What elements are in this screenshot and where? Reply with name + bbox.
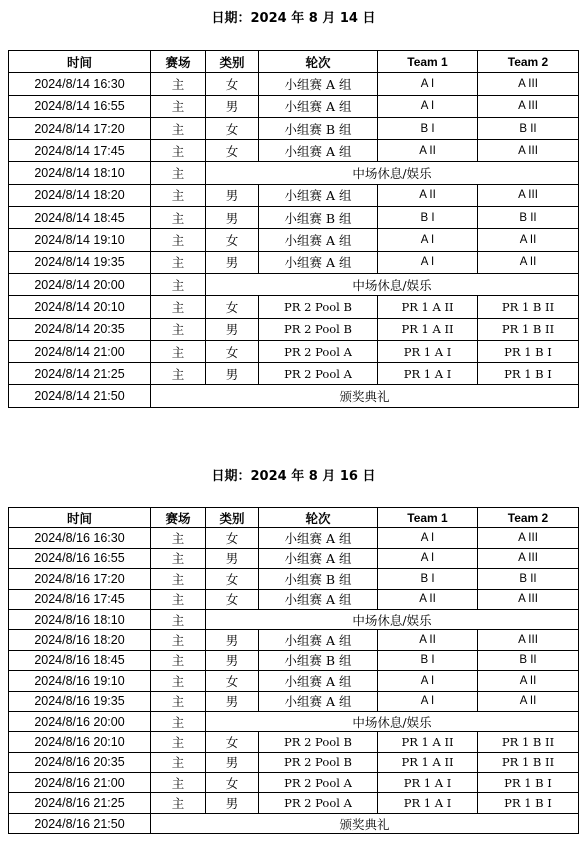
time-cell: 2024/8/16 17:45 xyxy=(9,589,151,609)
team1-cell: B I xyxy=(378,207,478,229)
table-row xyxy=(9,589,579,609)
break-cell: 中场休息/娱乐 xyxy=(206,273,579,295)
round-cell: 小组赛 A 组 xyxy=(259,528,378,548)
team1-cell: A II xyxy=(378,140,478,162)
time-cell: 2024/8/14 16:30 xyxy=(9,73,151,95)
time-cell: 2024/8/14 21:00 xyxy=(9,340,151,362)
team1-cell: A I xyxy=(378,229,478,251)
round-cell: 小组赛 A 组 xyxy=(259,184,378,206)
venue-cell: 主 xyxy=(151,630,206,650)
category-cell: 男 xyxy=(206,95,259,117)
venue-cell: 主 xyxy=(151,318,206,340)
table-row xyxy=(9,296,579,318)
team1-cell: A I xyxy=(378,671,478,691)
table-row xyxy=(9,273,579,295)
team2-cell: A III xyxy=(478,528,579,548)
category-cell: 女 xyxy=(206,569,259,589)
round-cell: 小组赛 A 组 xyxy=(259,671,378,691)
venue-cell: 主 xyxy=(151,140,206,162)
time-cell: 2024/8/16 18:20 xyxy=(9,630,151,650)
category-cell: 女 xyxy=(206,296,259,318)
time-cell: 2024/8/14 18:45 xyxy=(9,207,151,229)
category-cell: 男 xyxy=(206,630,259,650)
time-cell: 2024/8/16 18:10 xyxy=(9,609,151,629)
header-round: 轮次 xyxy=(259,508,378,528)
table-row xyxy=(9,318,579,340)
date-title: 日期：2024 年 8 月 14 日 xyxy=(211,11,376,26)
category-cell: 女 xyxy=(206,671,259,691)
table-row xyxy=(9,548,579,568)
category-cell: 男 xyxy=(206,793,259,813)
team1-cell: B I xyxy=(378,117,478,139)
category-cell: 女 xyxy=(206,117,259,139)
venue-cell: 主 xyxy=(151,273,206,295)
team2-cell: B II xyxy=(478,650,579,670)
time-cell: 2024/8/14 21:50 xyxy=(9,385,151,407)
table-row xyxy=(9,569,579,589)
round-cell: 小组赛 A 组 xyxy=(259,95,378,117)
venue-cell: 主 xyxy=(151,73,206,95)
schedule-table xyxy=(8,507,579,834)
table-row xyxy=(9,711,579,731)
time-cell: 2024/8/16 19:35 xyxy=(9,691,151,711)
team1-cell: A I xyxy=(378,251,478,273)
category-cell: 女 xyxy=(206,773,259,793)
category-cell: 女 xyxy=(206,528,259,548)
time-cell: 2024/8/16 16:55 xyxy=(9,548,151,568)
team1-cell: A I xyxy=(378,548,478,568)
team1-cell: PR 1 A I xyxy=(378,340,478,362)
team2-cell: PR 1 B I xyxy=(478,773,579,793)
team2-cell: A II xyxy=(478,251,579,273)
header-category: 类别 xyxy=(206,51,259,73)
time-cell: 2024/8/14 18:10 xyxy=(9,162,151,184)
team1-cell: B I xyxy=(378,650,478,670)
team2-cell: PR 1 B I xyxy=(478,340,579,362)
team1-cell: B I xyxy=(378,569,478,589)
round-cell: 小组赛 A 组 xyxy=(259,140,378,162)
table-row xyxy=(9,340,579,362)
team1-cell: PR 1 A II xyxy=(378,732,478,752)
time-cell: 2024/8/16 17:20 xyxy=(9,569,151,589)
team1-cell: A I xyxy=(378,95,478,117)
schedule-table xyxy=(8,50,579,408)
round-cell: PR 2 Pool A xyxy=(259,773,378,793)
header-team2: Team 2 xyxy=(478,51,579,73)
venue-cell: 主 xyxy=(151,569,206,589)
round-cell: PR 2 Pool B xyxy=(259,318,378,340)
team1-cell: A I xyxy=(378,528,478,548)
team1-cell: A I xyxy=(378,73,478,95)
table-row xyxy=(9,162,579,184)
header-row xyxy=(9,51,579,73)
table-row xyxy=(9,650,579,670)
time-cell: 2024/8/14 17:20 xyxy=(9,117,151,139)
table-row xyxy=(9,691,579,711)
round-cell: PR 2 Pool A xyxy=(259,793,378,813)
table-row xyxy=(9,752,579,772)
round-cell: PR 2 Pool B xyxy=(259,296,378,318)
team2-cell: A III xyxy=(478,548,579,568)
table-row xyxy=(9,95,579,117)
team1-cell: A II xyxy=(378,184,478,206)
venue-cell: 主 xyxy=(151,229,206,251)
time-cell: 2024/8/16 19:10 xyxy=(9,671,151,691)
time-cell: 2024/8/14 19:10 xyxy=(9,229,151,251)
table-row xyxy=(9,117,579,139)
team1-cell: PR 1 A II xyxy=(378,318,478,340)
time-cell: 2024/8/16 20:35 xyxy=(9,752,151,772)
table-row xyxy=(9,793,579,813)
venue-cell: 主 xyxy=(151,296,206,318)
venue-cell: 主 xyxy=(151,691,206,711)
category-cell: 男 xyxy=(206,318,259,340)
team2-cell: A III xyxy=(478,589,579,609)
round-cell: PR 2 Pool B xyxy=(259,752,378,772)
round-cell: 小组赛 A 组 xyxy=(259,548,378,568)
team1-cell: A I xyxy=(378,691,478,711)
venue-cell: 主 xyxy=(151,752,206,772)
team2-cell: A III xyxy=(478,140,579,162)
table-row xyxy=(9,229,579,251)
team2-cell: A III xyxy=(478,630,579,650)
table-row xyxy=(9,184,579,206)
table-row xyxy=(9,140,579,162)
round-cell: 小组赛 B 组 xyxy=(259,569,378,589)
header-round: 轮次 xyxy=(259,51,378,73)
time-cell: 2024/8/16 16:30 xyxy=(9,528,151,548)
table-row xyxy=(9,528,579,548)
table-row xyxy=(9,385,579,407)
venue-cell: 主 xyxy=(151,95,206,117)
table-row xyxy=(9,251,579,273)
category-cell: 女 xyxy=(206,340,259,362)
table-row xyxy=(9,609,579,629)
time-cell: 2024/8/14 20:35 xyxy=(9,318,151,340)
table-row xyxy=(9,732,579,752)
header-venue: 赛场 xyxy=(151,51,206,73)
round-cell: 小组赛 A 组 xyxy=(259,589,378,609)
category-cell: 女 xyxy=(206,73,259,95)
team1-cell: A II xyxy=(378,589,478,609)
venue-cell: 主 xyxy=(151,589,206,609)
category-cell: 女 xyxy=(206,589,259,609)
time-cell: 2024/8/16 21:25 xyxy=(9,793,151,813)
time-cell: 2024/8/14 21:25 xyxy=(9,363,151,385)
round-cell: 小组赛 A 组 xyxy=(259,251,378,273)
category-cell: 女 xyxy=(206,732,259,752)
venue-cell: 主 xyxy=(151,184,206,206)
header-team2: Team 2 xyxy=(478,508,579,528)
team1-cell: PR 1 A II xyxy=(378,296,478,318)
team1-cell: PR 1 A I xyxy=(378,793,478,813)
team2-cell: A III xyxy=(478,95,579,117)
category-cell: 女 xyxy=(206,140,259,162)
team2-cell: PR 1 B I xyxy=(478,363,579,385)
category-cell: 男 xyxy=(206,207,259,229)
award-ceremony-cell: 颁奖典礼 xyxy=(151,813,579,833)
category-cell: 男 xyxy=(206,184,259,206)
category-cell: 女 xyxy=(206,229,259,251)
time-cell: 2024/8/16 20:10 xyxy=(9,732,151,752)
round-cell: 小组赛 B 组 xyxy=(259,207,378,229)
time-cell: 2024/8/14 18:20 xyxy=(9,184,151,206)
venue-cell: 主 xyxy=(151,528,206,548)
venue-cell: 主 xyxy=(151,207,206,229)
venue-cell: 主 xyxy=(151,711,206,731)
venue-cell: 主 xyxy=(151,363,206,385)
team2-cell: A II xyxy=(478,691,579,711)
header-time: 时间 xyxy=(9,508,151,528)
table-row xyxy=(9,363,579,385)
time-cell: 2024/8/14 17:45 xyxy=(9,140,151,162)
venue-cell: 主 xyxy=(151,548,206,568)
team2-cell: B II xyxy=(478,569,579,589)
break-cell: 中场休息/娱乐 xyxy=(206,162,579,184)
venue-cell: 主 xyxy=(151,251,206,273)
table-row xyxy=(9,813,579,833)
table-row xyxy=(9,207,579,229)
venue-cell: 主 xyxy=(151,609,206,629)
round-cell: PR 2 Pool A xyxy=(259,363,378,385)
award-ceremony-cell: 颁奖典礼 xyxy=(151,385,579,407)
round-cell: 小组赛 A 组 xyxy=(259,73,378,95)
round-cell: 小组赛 A 组 xyxy=(259,630,378,650)
venue-cell: 主 xyxy=(151,162,206,184)
round-cell: PR 2 Pool A xyxy=(259,340,378,362)
team2-cell: PR 1 B I xyxy=(478,793,579,813)
time-cell: 2024/8/16 21:50 xyxy=(9,813,151,833)
time-cell: 2024/8/14 20:00 xyxy=(9,273,151,295)
header-team1: Team 1 xyxy=(378,51,478,73)
time-cell: 2024/8/16 21:00 xyxy=(9,773,151,793)
table-row xyxy=(9,630,579,650)
team2-cell: PR 1 B II xyxy=(478,296,579,318)
category-cell: 男 xyxy=(206,251,259,273)
table-row xyxy=(9,671,579,691)
date-title: 日期：2024 年 8 月 16 日 xyxy=(211,469,376,484)
team2-cell: A III xyxy=(478,184,579,206)
team1-cell: A II xyxy=(378,630,478,650)
venue-cell: 主 xyxy=(151,773,206,793)
header-row xyxy=(9,508,579,528)
venue-cell: 主 xyxy=(151,732,206,752)
round-cell: 小组赛 A 组 xyxy=(259,229,378,251)
round-cell: PR 2 Pool B xyxy=(259,732,378,752)
venue-cell: 主 xyxy=(151,650,206,670)
venue-cell: 主 xyxy=(151,117,206,139)
team2-cell: B II xyxy=(478,117,579,139)
time-cell: 2024/8/14 16:55 xyxy=(9,95,151,117)
team2-cell: A II xyxy=(478,229,579,251)
team2-cell: A II xyxy=(478,671,579,691)
team2-cell: PR 1 B II xyxy=(478,752,579,772)
table-row xyxy=(9,73,579,95)
category-cell: 男 xyxy=(206,752,259,772)
category-cell: 男 xyxy=(206,691,259,711)
team1-cell: PR 1 A II xyxy=(378,752,478,772)
round-cell: 小组赛 B 组 xyxy=(259,650,378,670)
break-cell: 中场休息/娱乐 xyxy=(206,609,579,629)
team1-cell: PR 1 A I xyxy=(378,773,478,793)
header-category: 类别 xyxy=(206,508,259,528)
header-team1: Team 1 xyxy=(378,508,478,528)
venue-cell: 主 xyxy=(151,340,206,362)
category-cell: 男 xyxy=(206,650,259,670)
time-cell: 2024/8/16 18:45 xyxy=(9,650,151,670)
venue-cell: 主 xyxy=(151,793,206,813)
table-row xyxy=(9,773,579,793)
team2-cell: PR 1 B II xyxy=(478,318,579,340)
round-cell: 小组赛 A 组 xyxy=(259,691,378,711)
team2-cell: A III xyxy=(478,73,579,95)
header-venue: 赛场 xyxy=(151,508,206,528)
venue-cell: 主 xyxy=(151,671,206,691)
header-time: 时间 xyxy=(9,51,151,73)
time-cell: 2024/8/16 20:00 xyxy=(9,711,151,731)
category-cell: 男 xyxy=(206,548,259,568)
category-cell: 男 xyxy=(206,363,259,385)
team2-cell: B II xyxy=(478,207,579,229)
time-cell: 2024/8/14 19:35 xyxy=(9,251,151,273)
break-cell: 中场休息/娱乐 xyxy=(206,711,579,731)
team1-cell: PR 1 A I xyxy=(378,363,478,385)
round-cell: 小组赛 B 组 xyxy=(259,117,378,139)
time-cell: 2024/8/14 20:10 xyxy=(9,296,151,318)
team2-cell: PR 1 B II xyxy=(478,732,579,752)
